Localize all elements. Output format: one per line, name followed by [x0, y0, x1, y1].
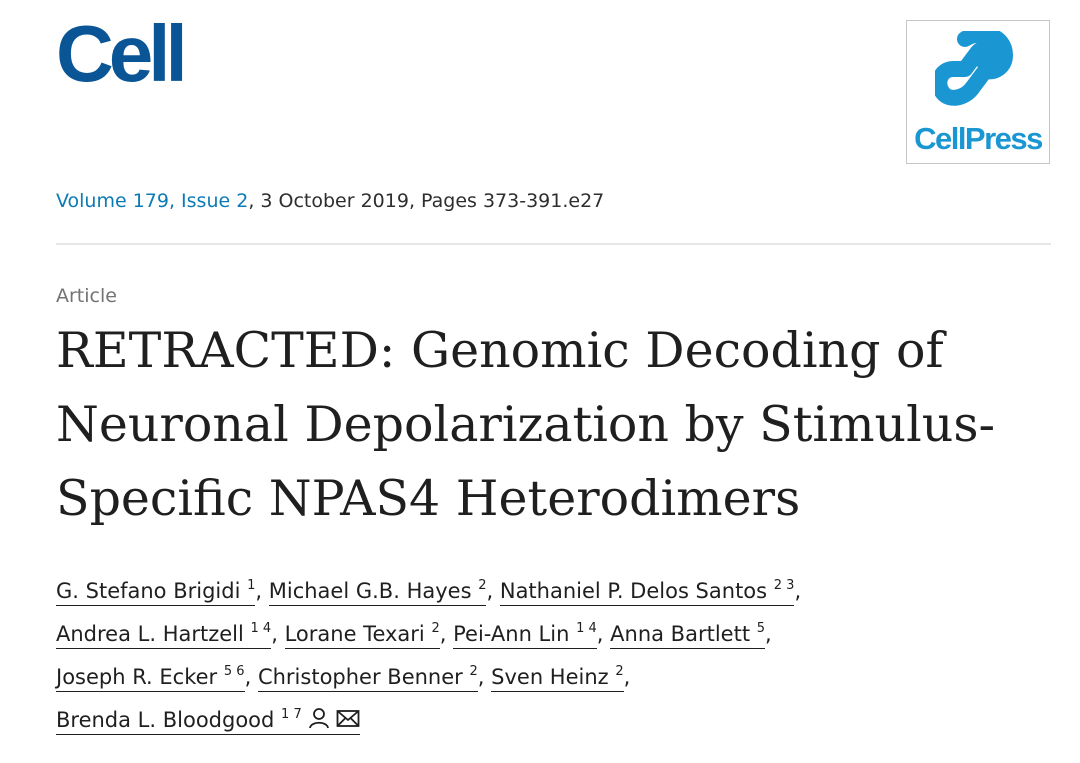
- affiliation-marker: 1: [247, 578, 256, 593]
- author-link[interactable]: [56, 579, 255, 606]
- divider: [56, 243, 1051, 245]
- author-name: Anna Bartlett: [610, 622, 751, 646]
- publisher-logo[interactable]: [906, 20, 1050, 164]
- affiliation-marker: 2 3: [773, 578, 795, 593]
- citation-details: , 3 October 2019, Pages 373-391.e27: [248, 190, 605, 212]
- person-icon: [308, 701, 330, 744]
- author-link[interactable]: [285, 622, 440, 649]
- journal-logo[interactable]: Cell: [56, 9, 183, 98]
- author-name: Joseph R. Ecker: [56, 665, 218, 689]
- affiliation-marker: 1 4: [576, 621, 597, 636]
- affiliation-marker: 1 4: [250, 621, 272, 636]
- author-link[interactable]: [56, 708, 360, 735]
- author-name: Nathaniel P. Delos Santos: [499, 579, 768, 603]
- separator: ,: [765, 622, 772, 646]
- separator: ,: [486, 579, 494, 603]
- affiliation-marker: 1 7: [281, 707, 302, 722]
- author-link[interactable]: [56, 622, 271, 649]
- article-type: Article: [56, 285, 117, 307]
- separator: ,: [439, 622, 447, 646]
- author-link[interactable]: [56, 665, 245, 692]
- envelope-icon[interactable]: [336, 701, 360, 744]
- author-name: Michael G.B. Hayes: [268, 579, 472, 603]
- affiliation-marker: 2: [469, 664, 478, 679]
- affiliation-marker: 2: [478, 578, 487, 593]
- separator: ,: [477, 665, 485, 689]
- cellpress-emblem-icon: [935, 31, 1023, 117]
- separator: ,: [255, 579, 263, 603]
- author-name: Pei-Ann Lin: [453, 622, 570, 646]
- separator: ,: [244, 665, 252, 689]
- separator: ,: [623, 665, 631, 689]
- affiliation-marker: 5: [756, 621, 766, 636]
- separator: ,: [596, 622, 604, 646]
- author-link[interactable]: [491, 665, 624, 692]
- author-name: Brenda L. Bloodgood: [56, 708, 275, 732]
- volume-issue-link[interactable]: Volume 179, Issue 2: [56, 190, 249, 212]
- author-name: Andrea L. Hartzell: [56, 622, 244, 646]
- author-name: G. Stefano Brigidi: [56, 579, 241, 603]
- author-name: Sven Heinz: [491, 665, 609, 689]
- author-link[interactable]: [500, 579, 795, 606]
- author-link[interactable]: [269, 579, 487, 606]
- author-link[interactable]: [610, 622, 765, 649]
- citation: [56, 190, 604, 212]
- article-title: RETRACTED: Genomic Decoding of Neuronal Depolarization by Stimulus-Specific NPAS4 Heterodimers: [56, 322, 996, 527]
- author-name: Lorane Texari: [284, 622, 425, 646]
- separator: ,: [794, 579, 802, 603]
- affiliation-marker: 2: [615, 664, 624, 679]
- affiliation-marker: 2: [431, 621, 440, 636]
- separator: ,: [271, 622, 278, 646]
- affiliation-marker: 5 6: [223, 664, 245, 679]
- author-name: Christopher Benner: [257, 665, 463, 689]
- author-link[interactable]: [258, 665, 478, 692]
- author-link[interactable]: [453, 622, 597, 649]
- publisher-name: CellPress: [914, 121, 1042, 156]
- author-list: [56, 570, 1056, 744]
